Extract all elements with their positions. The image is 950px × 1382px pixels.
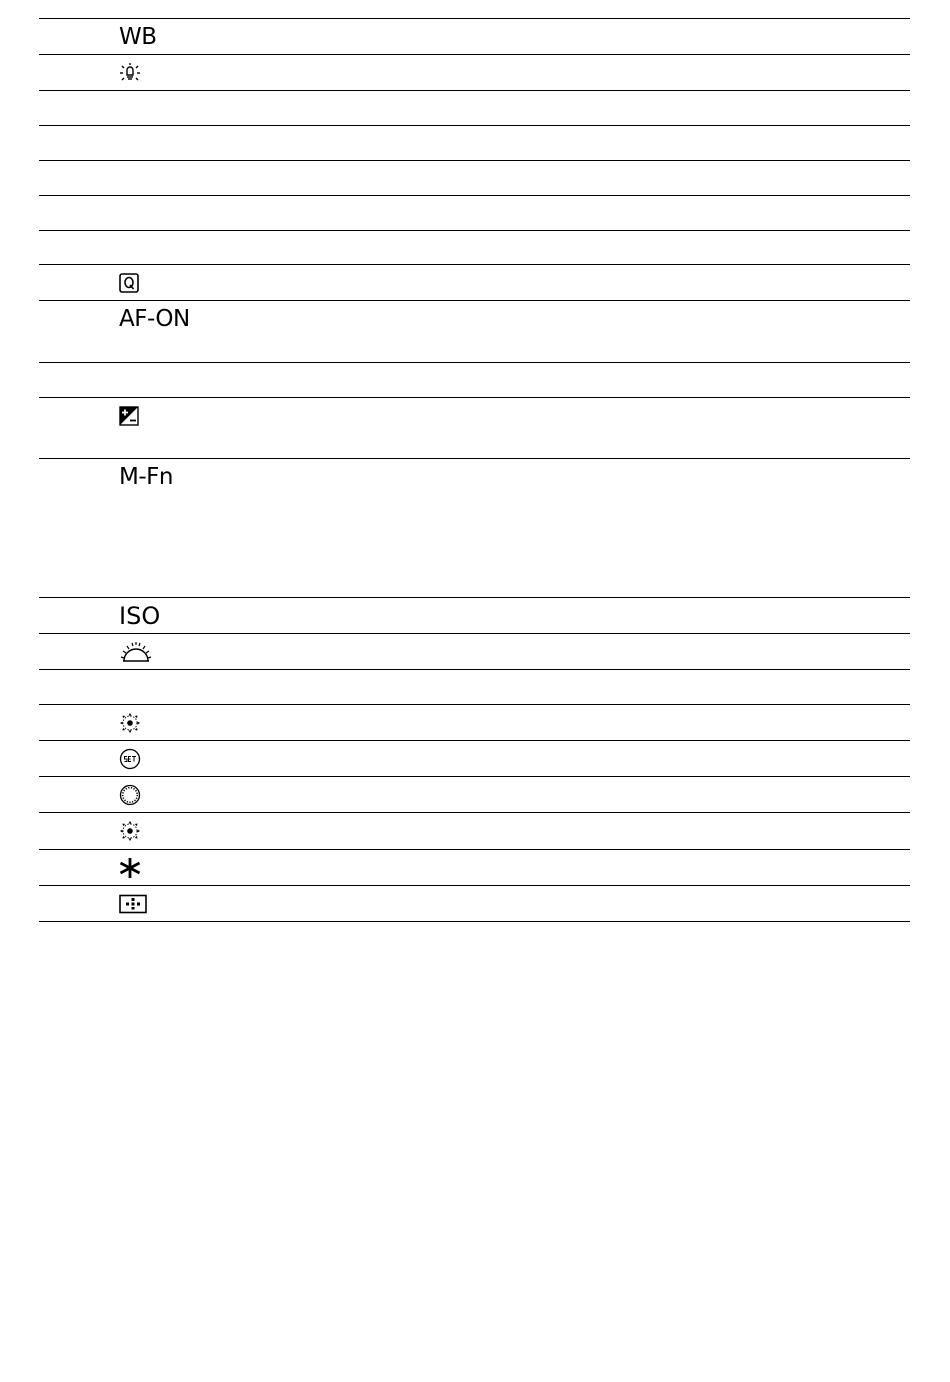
table-row [39, 265, 910, 301]
light-bulb-icon [119, 59, 141, 87]
main-dial-icon [119, 641, 153, 663]
table-row [39, 670, 910, 705]
iso-text-icon: ISO [119, 602, 161, 630]
table-row [39, 886, 910, 922]
exposure-comp-icon [119, 406, 139, 426]
quick-control-dial-icon [119, 781, 141, 809]
table-row [39, 161, 910, 196]
multi-controller-icon [119, 817, 141, 845]
multi-controller-icon [119, 709, 141, 737]
light-bulb-icon [119, 62, 141, 84]
table-row [39, 398, 910, 459]
multi-controller-icon [119, 820, 141, 842]
table-row [39, 850, 910, 886]
table-row [39, 598, 910, 634]
quick-control-dial-icon [119, 784, 141, 806]
q-button-icon [119, 273, 139, 293]
q-button-icon [119, 269, 139, 297]
table-row [39, 813, 910, 850]
table-row [39, 459, 910, 598]
table-row [39, 363, 910, 398]
table-row [39, 741, 910, 777]
ae-lock-asterisk-icon [119, 857, 141, 879]
table-row [39, 91, 910, 126]
table-row [39, 55, 910, 91]
table-row [39, 301, 910, 363]
table-row [39, 705, 910, 741]
table-row [39, 231, 910, 265]
table-row [39, 19, 910, 55]
af-on-text-icon: AF-ON [119, 306, 190, 332]
set-button-icon [119, 748, 141, 770]
table-row [39, 126, 910, 161]
exposure-comp-icon [119, 402, 139, 430]
main-dial-icon [119, 638, 153, 666]
button-assignment-table [39, 18, 910, 922]
set-button-icon [119, 745, 141, 773]
m-fn-text-icon: M-Fn [119, 464, 173, 490]
table-row [39, 777, 910, 813]
ae-lock-asterisk-icon [119, 854, 141, 882]
af-point-selection-icon [119, 894, 147, 914]
multi-controller-icon [119, 712, 141, 734]
table-row [39, 196, 910, 231]
wb-text-icon: WB [119, 24, 157, 50]
af-point-selection-icon [119, 890, 147, 918]
table-row [39, 634, 910, 670]
